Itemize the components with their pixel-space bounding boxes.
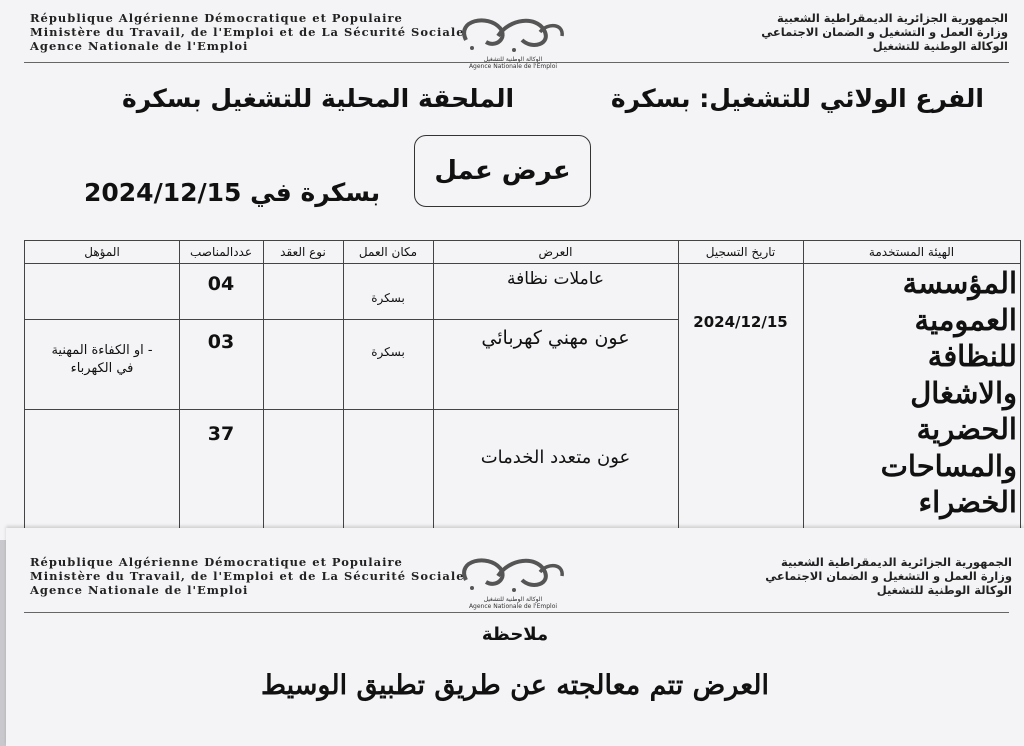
anem-logo-mark bbox=[448, 10, 578, 58]
logo-ar-caption: الوكالة الوطنية للتشغيل bbox=[483, 56, 543, 63]
header-divider bbox=[24, 62, 1009, 63]
branch-office-heading: الفرع الولائي للتشغيل: بسكرة bbox=[610, 84, 984, 113]
offer-table bbox=[24, 240, 1021, 541]
logo-ar-caption: الوكالة الوطنية للتشغيل bbox=[483, 596, 543, 603]
header-ar-line-2: وزارة العمل و التشغيل و الضمان الاجتماعي bbox=[761, 25, 1008, 39]
header-reg-date: تاريخ التسجيل bbox=[705, 245, 776, 259]
offer-row-2: عون مهني كهربائي bbox=[481, 327, 630, 349]
header-fr-line-3: Agence Nationale de l'Emploi bbox=[30, 39, 249, 53]
col-divider bbox=[678, 241, 679, 541]
col-divider bbox=[263, 241, 264, 541]
employer-line: المؤسسة bbox=[902, 266, 1017, 300]
col-divider bbox=[1020, 241, 1021, 541]
employer-line: والمساحات bbox=[880, 448, 1017, 483]
header-row-divider bbox=[25, 263, 1021, 264]
note-sheet bbox=[6, 528, 1024, 746]
header-fr-line-1: République Algérienne Démocratique et Populaire bbox=[30, 11, 403, 25]
offer-row-3: عون متعدد الخدمات bbox=[480, 447, 631, 468]
document-title: عرض عمل bbox=[414, 135, 591, 207]
header-location: مكان العمل bbox=[358, 245, 418, 259]
header-fr-line-2: Ministère du Travail, de l'Emploi et de La Sécurité Sociale bbox=[30, 25, 465, 39]
location-row-1: بسكرة bbox=[371, 291, 405, 305]
note-header-fr-line-2: Ministère du Travail, de l'Emploi et de La Sécurité Sociale bbox=[30, 569, 465, 583]
employer-line: والاشغال bbox=[910, 375, 1017, 410]
location-row-2: بسكرة bbox=[371, 345, 405, 359]
employer-line: الخضراء bbox=[918, 485, 1017, 519]
registration-date: 2024/12/15 bbox=[693, 313, 788, 331]
header-qualification: المؤهل bbox=[84, 245, 120, 259]
note-header-fr-line-1: République Algérienne Démocratique et Populaire bbox=[30, 555, 403, 569]
header-ar-line-1: الجمهورية الجزائرية الديمقراطية الشعبية bbox=[776, 11, 1008, 25]
row-divider bbox=[25, 409, 678, 410]
header-positions: عددالمناصب bbox=[190, 245, 252, 259]
row-divider bbox=[25, 319, 678, 320]
positions-row-2: 03 bbox=[207, 331, 235, 353]
logo-fr-caption: Agence Nationale de l'Emploi bbox=[468, 603, 558, 610]
anem-logo-mark bbox=[448, 550, 578, 598]
header-ar-line-3: الوكالة الوطنية للتشغيل bbox=[872, 39, 1008, 53]
note-header-ar-line-2: وزارة العمل و التشغيل و الضمان الاجتماعي bbox=[765, 569, 1012, 583]
qualification-row-2-line-1: - او الكفاءة المهنية bbox=[51, 343, 153, 358]
note-header-ar-line-3: الوكالة الوطنية للتشغيل bbox=[876, 583, 1012, 597]
date-line: بسكرة في 2024/12/15 bbox=[84, 178, 381, 207]
note-title: ملاحظة bbox=[481, 624, 549, 645]
positions-row-1: 04 bbox=[207, 273, 235, 295]
col-divider bbox=[343, 241, 344, 541]
header-contract: نوع العقد bbox=[280, 245, 326, 259]
note-header-ar-line-1: الجمهورية الجزائرية الديمقراطية الشعبية bbox=[780, 555, 1012, 569]
offer-row-1: عاملات نظافة bbox=[506, 269, 605, 289]
employer-line: العمومية bbox=[914, 302, 1017, 337]
note-header-fr-line-3: Agence Nationale de l'Emploi bbox=[30, 583, 249, 597]
col-divider bbox=[803, 241, 804, 541]
local-office-heading: الملحقة المحلية للتشغيل بسكرة bbox=[122, 84, 515, 113]
header-offer: العرض bbox=[538, 245, 573, 259]
employer-line: للنظافة bbox=[927, 339, 1017, 373]
anem-logo bbox=[448, 550, 578, 620]
employer-line: الحضرية bbox=[916, 412, 1017, 446]
positions-row-3: 37 bbox=[207, 423, 235, 445]
header-employer: الهيئة المستخدمة bbox=[868, 245, 955, 259]
note-text: العرض تتم معالجته عن طريق تطبيق الوسيط bbox=[261, 670, 769, 701]
logo-fr-caption: Agence Nationale de l'Emploi bbox=[468, 63, 558, 70]
anem-logo bbox=[448, 10, 578, 80]
employer-name bbox=[805, 265, 1017, 541]
qualification-row-2-line-2: في الكهرباء bbox=[70, 361, 134, 376]
note-header-divider bbox=[24, 612, 1009, 613]
